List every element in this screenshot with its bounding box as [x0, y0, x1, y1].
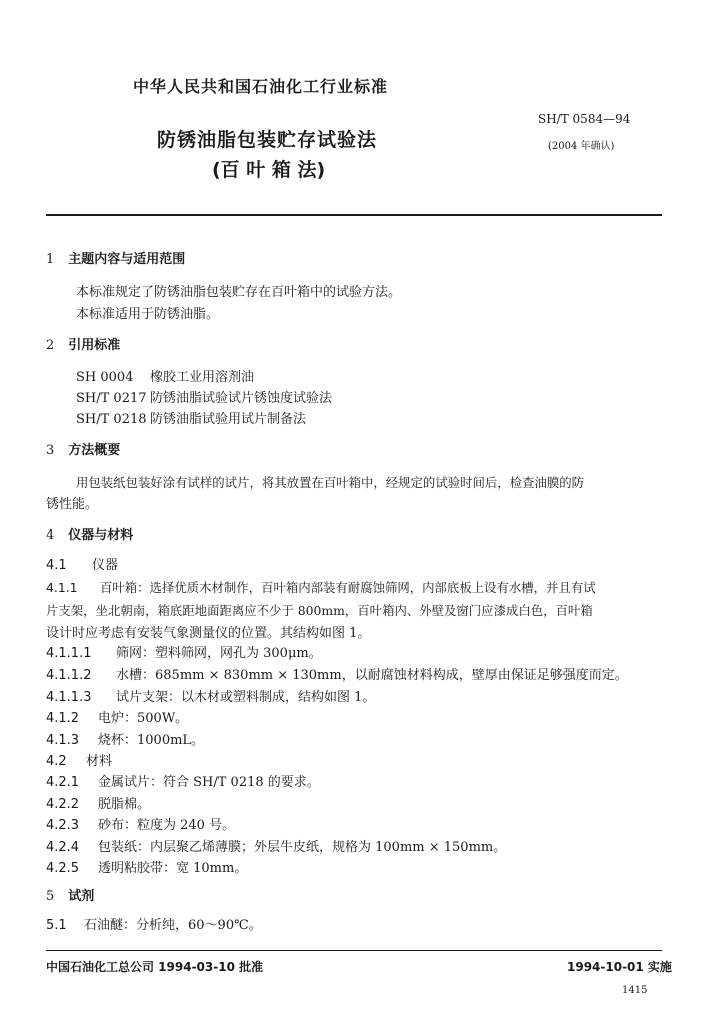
paragraph: 本标准适用于防锈油脂。	[76, 307, 220, 322]
section-3-heading	[46, 443, 120, 459]
clause-5-1	[46, 918, 262, 934]
paragraph: 设计时应考虑有安装气象测量仪的位置。其结构如图 1。	[46, 626, 371, 641]
page-number: 1415	[622, 985, 648, 996]
clause-text: 试片支架：以木材或塑料制成，结构如图 1。	[116, 690, 376, 705]
clause-text: 砂布：粒度为 240 号。	[98, 818, 236, 833]
reference-name: 防锈油脂试验试片锈蚀度试验法	[150, 391, 333, 406]
clause-number: 4.2.2	[46, 797, 80, 812]
footer-divider	[46, 950, 662, 951]
clause-4-1	[46, 558, 118, 574]
section-number: 1	[46, 252, 55, 267]
section-title: 方法概要	[68, 443, 121, 458]
clause-4-1-3	[46, 733, 204, 749]
clause-4-1-1	[46, 580, 596, 596]
clause-text: 石油醚：分析纯，60～90℃。	[84, 918, 262, 933]
clause-4-1-1-3	[46, 690, 375, 706]
paragraph: 锈性能。	[46, 497, 99, 512]
clause-4-2-3	[46, 818, 235, 834]
paragraph: 用包装纸包装好涂有试样的试片，将其放置在百叶箱中，经规定的试验时间后，检查油膜的防	[76, 475, 585, 490]
section-2-heading	[46, 338, 120, 354]
section-number: 3	[46, 443, 55, 458]
document-title: 防锈油脂包装贮存试验法	[157, 129, 378, 151]
clause-number: 4.1.1.2	[46, 668, 92, 683]
clause-number: 4.1.1.3	[46, 690, 92, 705]
reference-code: SH/T 0218	[76, 412, 147, 427]
clause-text: 透明粘胶带：宽 10mm。	[98, 861, 248, 876]
clause-number: 4.1	[46, 558, 67, 573]
clause-4-2-4	[46, 840, 506, 856]
clause-number: 4.2	[46, 754, 67, 769]
section-number: 5	[46, 889, 55, 904]
clause-text: 水槽：685mm × 830mm × 130mm，以耐腐蚀材料构成，壁厚由保证足够强度而定。	[116, 668, 628, 683]
clause-4-2-1	[46, 775, 320, 791]
clause-number: 4.1.3	[46, 733, 80, 748]
clause-number: 4.2.1	[46, 775, 80, 790]
clause-number: 4.2.4	[46, 840, 80, 855]
clause-text: 金属试片：符合 SH/T 0218 的要求。	[98, 775, 320, 790]
section-5-heading	[46, 889, 94, 905]
clause-text: 电炉：500W。	[98, 711, 189, 726]
reference-code: SH 0004	[76, 370, 134, 385]
section-title: 引用标准	[68, 338, 121, 353]
approval-info: 中国石油化工总公司 1994-03-10 批准	[46, 960, 264, 974]
section-title: 试剂	[68, 889, 95, 904]
section-title: 仪器与材料	[68, 528, 134, 543]
clause-text: 材料	[86, 754, 113, 769]
clause-text: 百叶箱：选择优质木材制作，百叶箱内部装有耐腐蚀筛网，内部底板上设有水槽，并且有试	[100, 580, 596, 595]
reference-item	[76, 370, 254, 386]
clause-text: 筛网：塑料筛网，网孔为 300μm。	[116, 646, 322, 661]
paragraph: 片支架，坐北朝南，箱底距地面距离应不少于 800mm，百叶箱内、外壁及窗门应漆成白色，百叶箱	[46, 603, 593, 618]
clause-number: 4.1.1.1	[46, 646, 92, 661]
section-title: 主题内容与适用范围	[68, 252, 186, 267]
section-4-heading	[46, 528, 133, 544]
clause-number: 4.2.5	[46, 861, 80, 876]
document-subtitle: (百 叶 箱 法)	[212, 159, 326, 181]
clause-text: 仪器	[92, 558, 119, 573]
clause-text: 脱脂棉。	[98, 797, 151, 812]
clause-number: 5.1	[46, 918, 67, 933]
reference-code: SH/T 0217	[76, 391, 147, 406]
reference-item	[76, 412, 306, 428]
confirmation-note: (2004 年确认)	[548, 141, 615, 152]
clause-4-1-1-1	[46, 646, 322, 662]
clause-number: 4.2.3	[46, 818, 80, 833]
paragraph: 本标准规定了防锈油脂包装贮存在百叶箱中的试验方法。	[76, 285, 402, 300]
section-number: 4	[46, 528, 55, 543]
reference-name: 橡胶工业用溶剂油	[150, 370, 255, 385]
clause-4-2-2	[46, 797, 150, 813]
reference-item	[76, 391, 332, 407]
standard-number: SH/T 0584—94	[538, 112, 631, 126]
header-divider	[46, 214, 662, 216]
clause-number: 4.1.1	[46, 580, 78, 595]
clause-text: 烧杯：1000mL。	[98, 733, 205, 748]
clause-number: 4.1.2	[46, 711, 80, 726]
section-1-heading	[46, 252, 185, 268]
clause-4-1-1-2	[46, 668, 628, 684]
effective-date: 1994-10-01 实施	[567, 960, 672, 974]
section-number: 2	[46, 338, 55, 353]
clause-4-2-5	[46, 861, 247, 877]
reference-name: 防锈油脂试验用试片制备法	[150, 412, 307, 427]
clause-4-2	[46, 754, 112, 770]
clause-4-1-2	[46, 711, 188, 727]
clause-text: 包装纸：内层聚乙烯薄膜；外层牛皮纸，规格为 100mm × 150mm。	[98, 840, 507, 855]
issuing-authority: 中华人民共和国石油化工行业标准	[133, 77, 389, 96]
